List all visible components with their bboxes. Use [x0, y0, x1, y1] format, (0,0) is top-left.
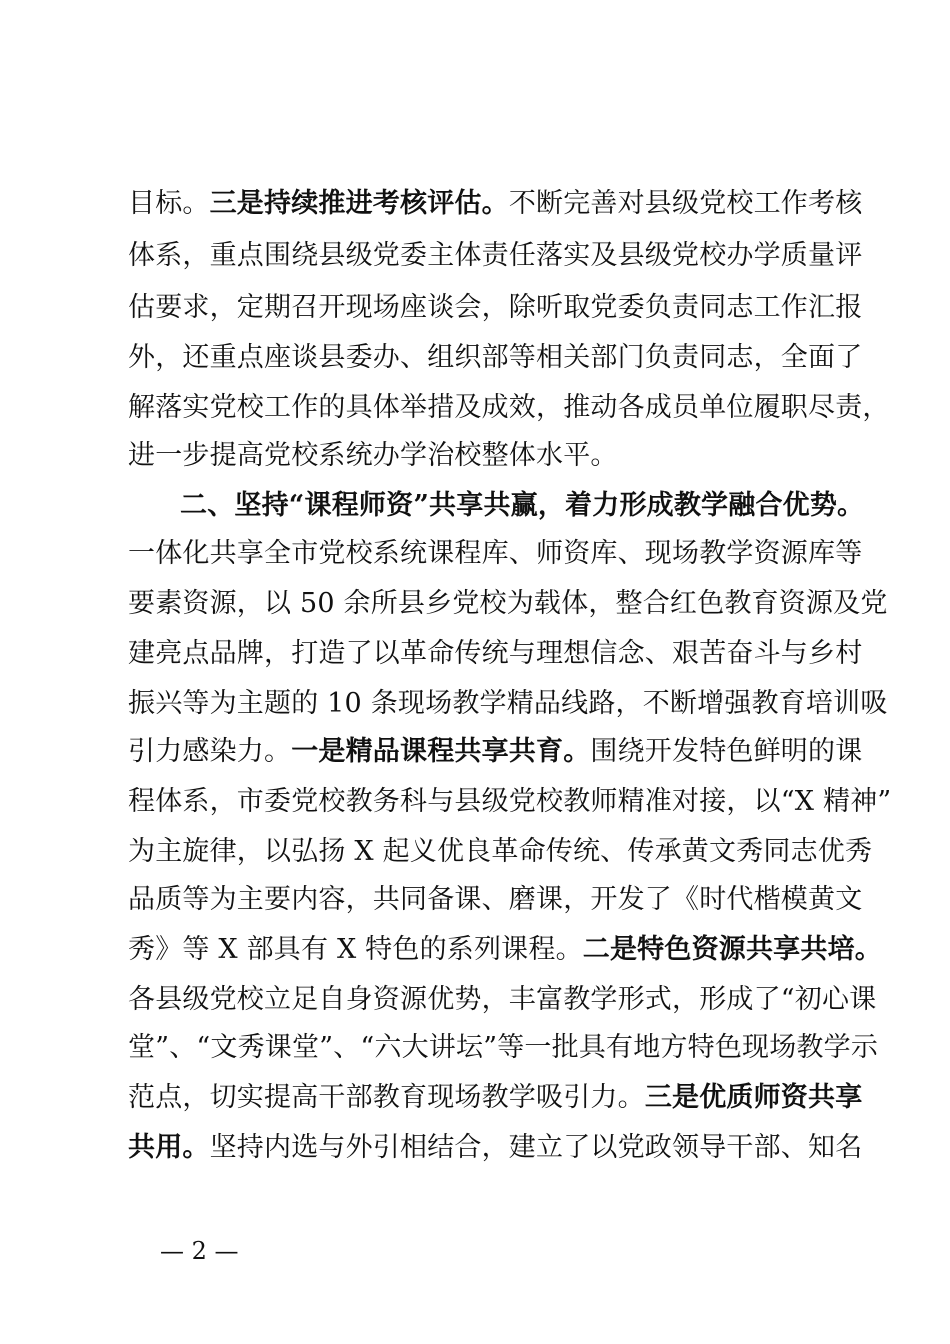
text-line: 堂”、“文秀课堂”、“六大讲坛”等一批具有地方特色现场教学示	[128, 1032, 879, 1063]
text-line: 外，还重点座谈县委办、组织部等相关部门负责同志，全面了	[128, 342, 863, 373]
page-number: — 2 —	[160, 1237, 239, 1265]
text-line: 振兴等为主题的 10 条现场教学精品线路，不断增强教育培训吸	[128, 688, 888, 719]
text-line: 共用。坚持内选与外引相结合，建立了以党政领导干部、知名	[128, 1132, 863, 1163]
text-line: 范点，切实提高干部教育现场教学吸引力。三是优质师资共享	[128, 1082, 863, 1113]
text-line: 程体系，市委党校教务科与县级党校教师精准对接，以“X 精神”	[128, 786, 892, 817]
text-line: 估要求，定期召开现场座谈会，除听取党委负责同志工作汇报	[128, 292, 863, 323]
text-line: 进一步提高党校系统办学治校整体水平。	[128, 440, 618, 471]
text-line: 建亮点品牌，打造了以革命传统与理想信念、艰苦奋斗与乡村	[128, 638, 863, 669]
text-line: 解落实党校工作的具体举措及成效，推动各成员单位履职尽责，	[128, 392, 890, 423]
text-line: 要素资源，以 50 余所县乡党校为载体，整合红色教育资源及党	[128, 588, 888, 619]
section-heading: 二、坚持“课程师资”共享共赢，着力形成教学融合优势。	[180, 490, 865, 521]
text-line: 引力感染力。一是精品课程共享共育。围绕开发特色鲜明的课	[128, 736, 863, 767]
text-line: 目标。三是持续推进考核评估。不断完善对县级党校工作考核	[128, 188, 863, 219]
text-line: 为主旋律，以弘扬 X 起义优良革命传统、传承黄文秀同志优秀	[128, 836, 873, 867]
text-line: 秀》等 X 部具有 X 特色的系列课程。二是特色资源共享共培。	[128, 934, 882, 965]
text-line: 各县级党校立足自身资源优势，丰富教学形式，形成了“初心课	[128, 984, 877, 1015]
text-line: 品质等为主要内容，共同备课、磨课，开发了《时代楷模黄文	[128, 884, 863, 915]
text-line: 体系，重点围绕县级党委主体责任落实及县级党校办学质量评	[128, 240, 863, 271]
text-line: 一体化共享全市党校系统课程库、师资库、现场教学资源库等	[128, 538, 863, 569]
